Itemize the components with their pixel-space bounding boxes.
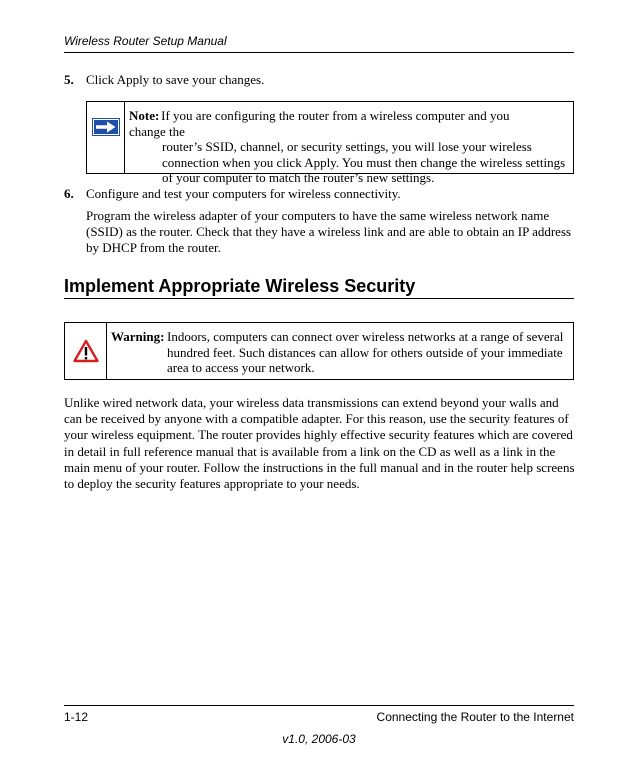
text-line: can be received by anyone with a compatible adapter. For this reason, use the security features of <box>64 411 569 427</box>
note-callout <box>86 101 574 185</box>
version-label: v1.0, 2006-03 <box>282 732 356 746</box>
warning-body <box>167 329 577 376</box>
chapter-title: Connecting the Router to the Internet <box>376 710 574 724</box>
step-6 <box>64 186 401 202</box>
step-number: 6. <box>64 186 74 201</box>
warning-line: Indoors, computers can connect over wireless networks at a range of several <box>167 329 564 344</box>
warning-icon-cell <box>65 323 107 379</box>
note-line: of your computer to match the router’s new settings. <box>162 170 435 185</box>
note-line: connection when you click Apply. You must then change the wireless settings <box>162 154 566 170</box>
step-number: 5. <box>64 72 74 87</box>
note-icon-cell <box>87 102 125 173</box>
warning-triangle-icon <box>73 339 99 363</box>
text-line: to deploy the security features appropriate to your needs. <box>64 476 360 492</box>
section-heading: Implement Appropriate Wireless Security <box>64 276 416 296</box>
warning-line: area to access your network. <box>167 360 315 375</box>
text-line: (SSID) as the router. Check that they have a wireless link and are able to obtain an IP address <box>86 224 572 240</box>
page-number: 1-12 <box>64 710 89 724</box>
note-line: If you are configuring the router from a wireless computer and you change the <box>129 108 510 139</box>
text-line: by DHCP from the router. <box>86 240 221 256</box>
running-header: Wireless Router Setup Manual <box>64 34 227 48</box>
text-line: Program the wireless adapter of your computers to have the same wireless network name <box>86 208 550 223</box>
note-label: Note: <box>129 108 160 123</box>
right-arrow-icon <box>92 118 120 136</box>
step-5 <box>64 72 264 88</box>
warning-label: Warning: <box>111 329 165 344</box>
text-line: main menu of your router. Follow the instructions in the full manual and in the router help screens <box>64 459 575 475</box>
body-paragraph <box>64 395 579 492</box>
warning-callout <box>64 322 574 380</box>
text-line: in detail in full reference manual that is available from a link on the CD as well as a link in the <box>64 443 556 459</box>
step-text: Configure and test your computers for wireless connectivity. <box>86 186 401 201</box>
step-6-detail <box>86 208 586 257</box>
header-divider <box>64 52 574 53</box>
footer-divider <box>64 705 574 706</box>
warning-line: hundred feet. Such distances can allow for others outside of your immediate <box>167 344 563 360</box>
step-text: Click Apply to save your changes. <box>86 72 265 87</box>
text-line: Unlike wired network data, your wireless data transmissions can extend beyond your walls and <box>64 395 559 410</box>
section-divider <box>64 298 574 299</box>
note-line: router’s SSID, channel, or security settings, you will lose your wireless <box>162 139 532 154</box>
text-line: your wireless equipment. The router provides highly effective security features which are covered <box>64 427 573 443</box>
